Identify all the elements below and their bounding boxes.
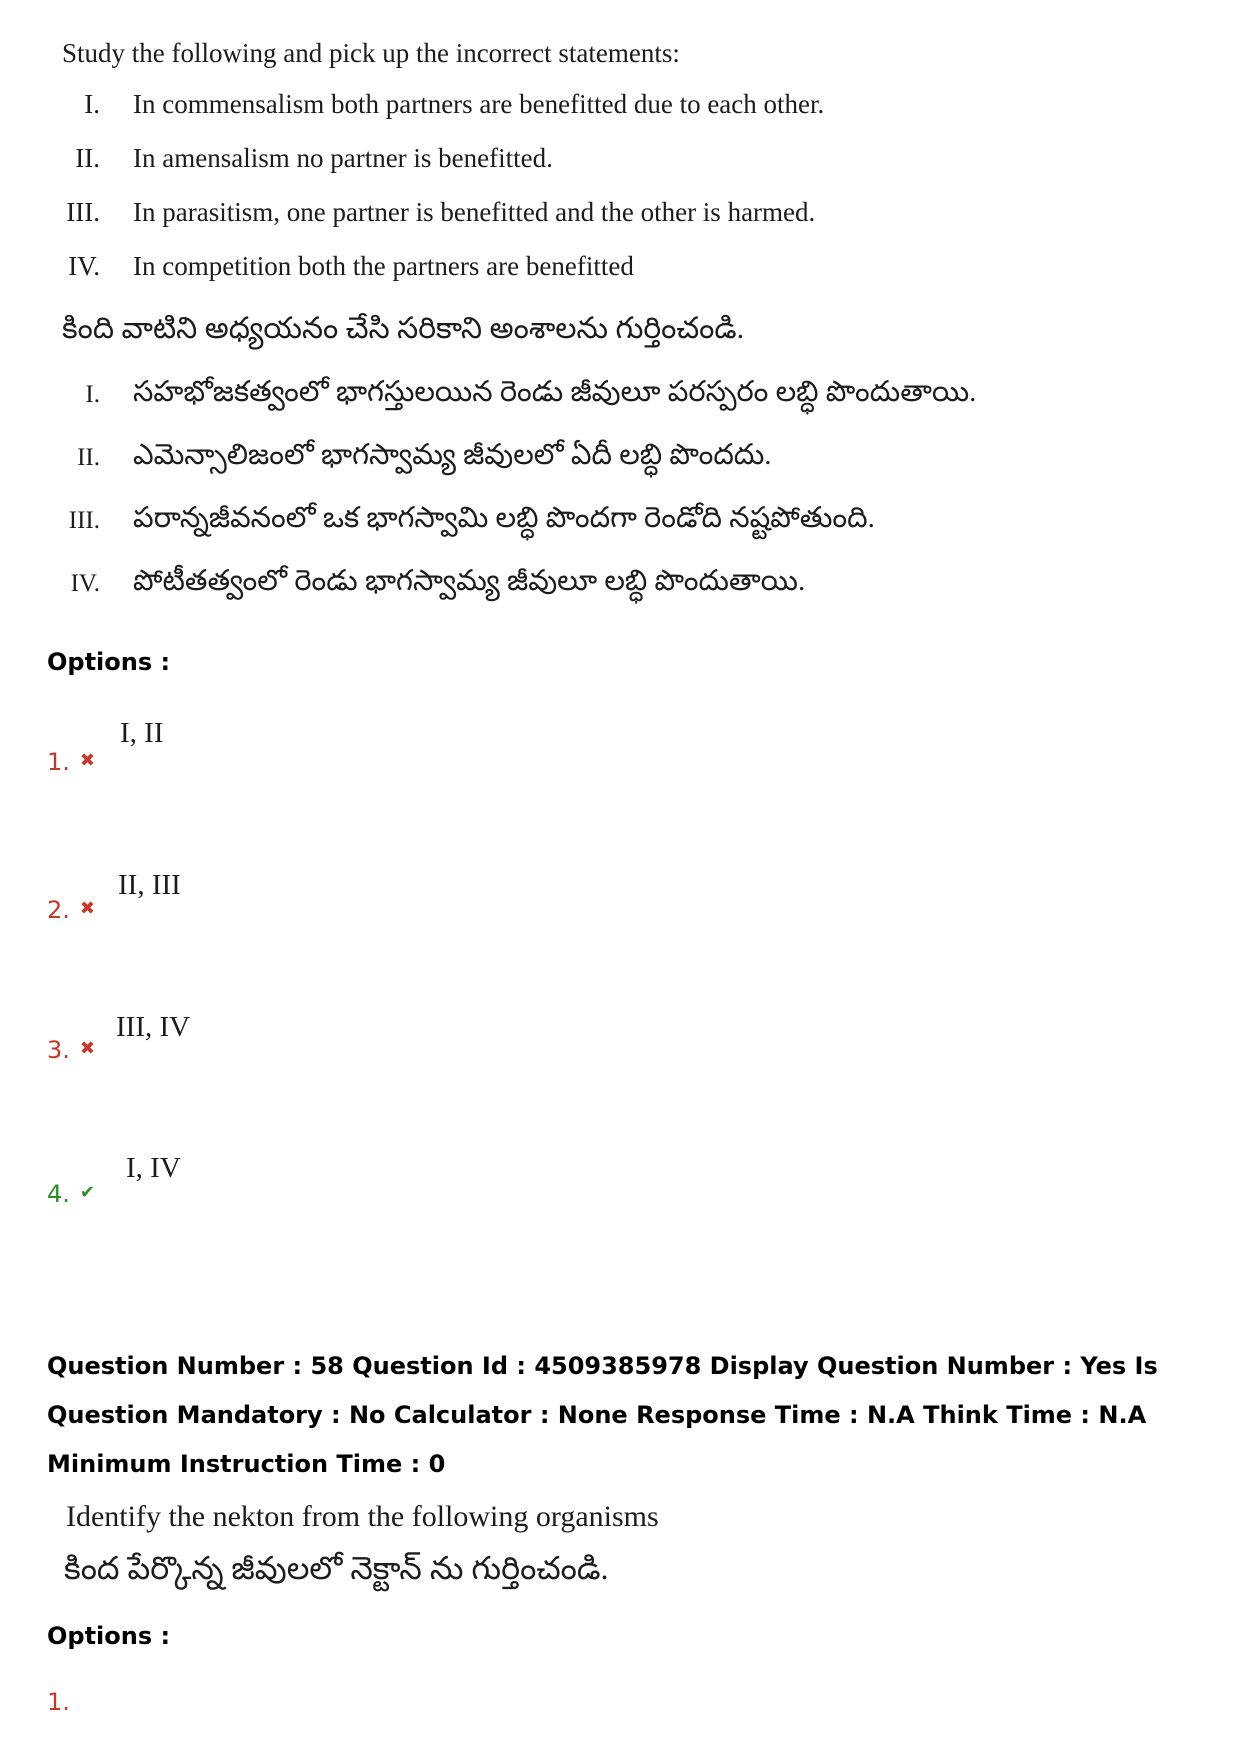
question-metadata: Question Number : 58 Question Id : 4509385978 Display Question Number : Yes Is Question Mandatory : No Calculator : None Response Time : N.A Think Time : N.A Minimum Instruction Time : 0	[47, 1352, 1158, 1478]
cross-icon: ✖	[79, 898, 95, 919]
statement-text-te: పోటీతత్వంలో రెండు భాగస్వామ్య జీవులూ లబ్ధి పొందుతాయి.	[133, 565, 806, 597]
statement-text-te: సహభోజకత్వంలో భాగస్తులయిన రెండు జీవులూ పరస్పరం లబ్ధి పొందుతాయి.	[133, 376, 977, 408]
statement-number: II.	[75, 143, 100, 173]
statement-number-te: III.	[68, 507, 100, 534]
option-value: I, IV	[126, 1152, 181, 1184]
option-number	[47, 896, 95, 924]
option-value: II, III	[118, 869, 181, 901]
statement-text: In commensalism both partners are benefitted due to each other.	[133, 89, 825, 119]
statement-text-te: పరాన్నజీవనంలో ఒక భాగస్వామి లబ్ధి పొందగా రెండోది నష్టపోతుంది.	[133, 502, 875, 534]
option-number-text: 1.	[47, 748, 70, 776]
cross-icon: ✖	[79, 1038, 95, 1059]
option-number	[47, 1036, 95, 1064]
option-number-text: 4.	[47, 1180, 70, 1208]
option-number: 1.	[47, 1688, 70, 1716]
check-icon: ✔	[79, 1182, 95, 1203]
option-number-text: 3.	[47, 1036, 70, 1064]
statement-number: IV.	[68, 251, 100, 281]
statement-number-te: IV.	[70, 570, 100, 597]
statement-number: III.	[66, 197, 100, 227]
question-prompt-te: కింది వాటిని అధ్యయనం చేసి సరికాని అంశాలను గుర్తించండి.	[62, 312, 745, 345]
question-prompt-en: Study the following and pick up the incorrect statements:	[62, 38, 680, 68]
statement-text: In competition both the partners are benefitted	[133, 251, 634, 281]
option-number-text: 2.	[47, 896, 70, 924]
options-label: Options :	[47, 648, 171, 676]
options-label: Options :	[47, 1622, 171, 1650]
statement-text: In parasitism, one partner is benefitted and the other is harmed.	[133, 197, 816, 227]
statement-number-te: II.	[77, 444, 100, 471]
statement-number: I.	[84, 89, 100, 119]
cross-icon: ✖	[79, 750, 95, 771]
statement-number-te: I.	[85, 381, 100, 408]
statement-text: In amensalism no partner is benefitted.	[133, 143, 553, 173]
option-number	[47, 748, 95, 776]
option-value: I, II	[120, 717, 164, 749]
statement-text-te: ఎమెన్సాలిజంలో భాగస్వామ్య జీవులలో ఏదీ లబ్ధి పొందదు.	[133, 439, 772, 471]
option-value: III, IV	[116, 1011, 191, 1043]
question-prompt-te: కింద పేర్కొన్న జీవులలో నెక్టాన్ ను గుర్తించండి.	[64, 1550, 609, 1586]
option-number	[47, 1180, 95, 1208]
question-prompt-en: Identify the nekton from the following organisms	[66, 1500, 659, 1533]
